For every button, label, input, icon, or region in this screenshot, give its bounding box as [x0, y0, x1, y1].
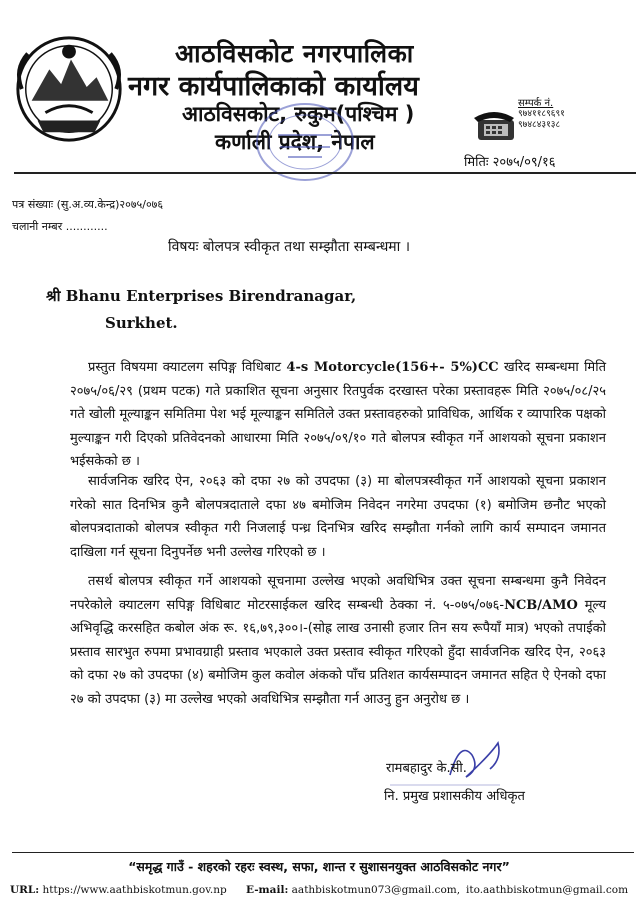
email-label: E-mail:: [246, 884, 289, 896]
phone-number-2: ९७४८४३१३८: [518, 120, 561, 130]
letter-date: मितिः २०७५/०९/१६: [464, 155, 556, 170]
body-paragraph-3: [70, 570, 606, 711]
dispatch-number: चलानी नम्बर ............: [12, 220, 108, 233]
letterhead-municipality: आठविसकोट नगरपालिका: [175, 39, 414, 68]
footer-email-2[interactable]: ito.aathbiskotmun@gmail.com: [466, 884, 629, 896]
body-paragraph-2: सार्वजनिक खरिद ऐन, २०६३ को दफा २७ को उपदफा (३) मा बोलपत्रस्वीकृत गर्ने आशयको सूचना प्रकाशन गरेको सात दिनभित्र कुनै बोलपत्रदाताले दफा ४७ बमोजिम निवेदन नगरेमा उपदफा (१) बमोजिम छनौट भएको बोलपत्रदाताको बोलपत्र स्वीकृत गरी निजलाई पन्ध्र दिनभित्र खरिद सम्झौता गर्नको लागि कार्य सम्पादन जमानत दाखिला गर्न सूचना दिनुपर्नेछ भनी उल्लेख गरिएको छ ।: [70, 474, 606, 560]
p3-text-a: तसर्थ बोलपत्र स्वीकृत गर्ने आशयको सूचनामा उल्लेख भएको अवधिभित्र उक्त सूचना सम्बन्धमा कुनै निवेदन नपरेकोले क्याटलग सपिङ्ग विधिबाट मोटरसाईकल खरिद सम्बन्धी ठेक्का नं. ५-०७५/०७६-: [70, 574, 606, 613]
footer-divider: [12, 852, 634, 853]
body-paragraph-1: [70, 356, 606, 474]
contact-label: सम्पर्क नं.: [518, 98, 554, 109]
letter-subject: विषयः बोलपत्र स्वीकृत तथा सम्झौता सम्बन्धमा ।: [168, 239, 411, 255]
p1-text-b: खरिद सम्बन्धमा मिति २०७५/०६/२९ (प्रथम पटक) गते प्रकाशित सूचना अनुसार रितपुर्वक दरखास्त परेका प्रस्तावहरू मिति २०७५/०८/२५ गते खोली मूल्याङ्कन समितिमा पेश भई मूल्याङ्कन समितिले उक्त प्रस्तावहरुको प्राविधिक, आर्थिक र व्यापारिक पक्षको मुल्याङ्कन गरी दिएको प्रतिवेदनको आधारमा मिति २०७५/०९/१० गते बोलपत्र स्वीकृत गर्ने आशयको सूचना प्रकाशन भईसकेको छ ।: [70, 360, 606, 469]
nepal-emblem-icon: [10, 30, 128, 148]
p3-bold-code: NCB/AMO: [504, 597, 578, 613]
signatory-name: रामबहादुर के.सी.: [386, 761, 467, 776]
footer-email: [246, 884, 460, 896]
header-divider: [14, 172, 636, 174]
letter-number: पत्र संख्याः (सु.अ.व्य.केन्द्र)२०७५/०७६: [12, 198, 164, 211]
p1-bold-item: 4-s Motorcycle(156+- 5%)CC: [286, 360, 499, 375]
telephone-icon: [470, 108, 518, 142]
recipient-name: श्री Bhanu Enterprises Birendranagar,: [46, 287, 357, 305]
p1-text-a: प्रस्तुत विषयमा क्याटलग सपिङ्ग विधिबाट: [88, 360, 287, 375]
recipient-place: Surkhet.: [105, 314, 178, 332]
signatory-title: नि. प्रमुख प्रशासकीय अधिकृत: [384, 789, 525, 804]
url-label: URL:: [10, 884, 40, 896]
p3-text-b: मूल्य अभिवृद्धि करसहित कबोल अंक रू. १६,७९,३००।-(सोह्र लाख उनासी हजार तिन सय रूपैयाँ मात्र) भएको तपाईको प्रस्ताव सारभुत रुपमा प्रभावग्राही प्रस्ताव भएकाले उक्त प्रस्ताव स्वीकृत गरिएको हुँदा सार्वजनिक खरिद ऐन, २०६३ को दफा २७ को उपदफा (४) बमोजिम कुल कवोल अंकको पाँच प्रतिशत कार्यसम्पादन जमानत सहित ऐ ऐनको दफा २७ को उपदफा (३) मा उल्लेख भएको अवधिभित्र सम्झौता गर्न आउनु हुन अनुरोध छ ।: [70, 597, 606, 707]
letterhead-office: नगर कार्यपालिकाको कार्यालय: [128, 71, 419, 102]
letterhead-address: आठविसकोट, रुकुम(पश्चिम ): [182, 102, 415, 126]
phone-number-1: ९७४११८९६९१: [518, 109, 565, 119]
contact-block: [518, 98, 565, 131]
letterhead-province: कर्णाली प्रदेश, नेपाल: [215, 130, 375, 154]
footer-url: [10, 884, 227, 896]
footer-slogan: “समृद्ध गाउँ - शहरको रहरः स्वस्थ, सफा, शान्त र सुशासनयुक्त आठविसकोट नगर”: [128, 859, 510, 874]
email-link-1[interactable]: aathbiskotmun073@gmail.com,: [291, 884, 461, 896]
official-stamp-icon: [250, 95, 360, 190]
url-link[interactable]: https://www.aathbiskotmun.gov.np: [42, 884, 227, 896]
